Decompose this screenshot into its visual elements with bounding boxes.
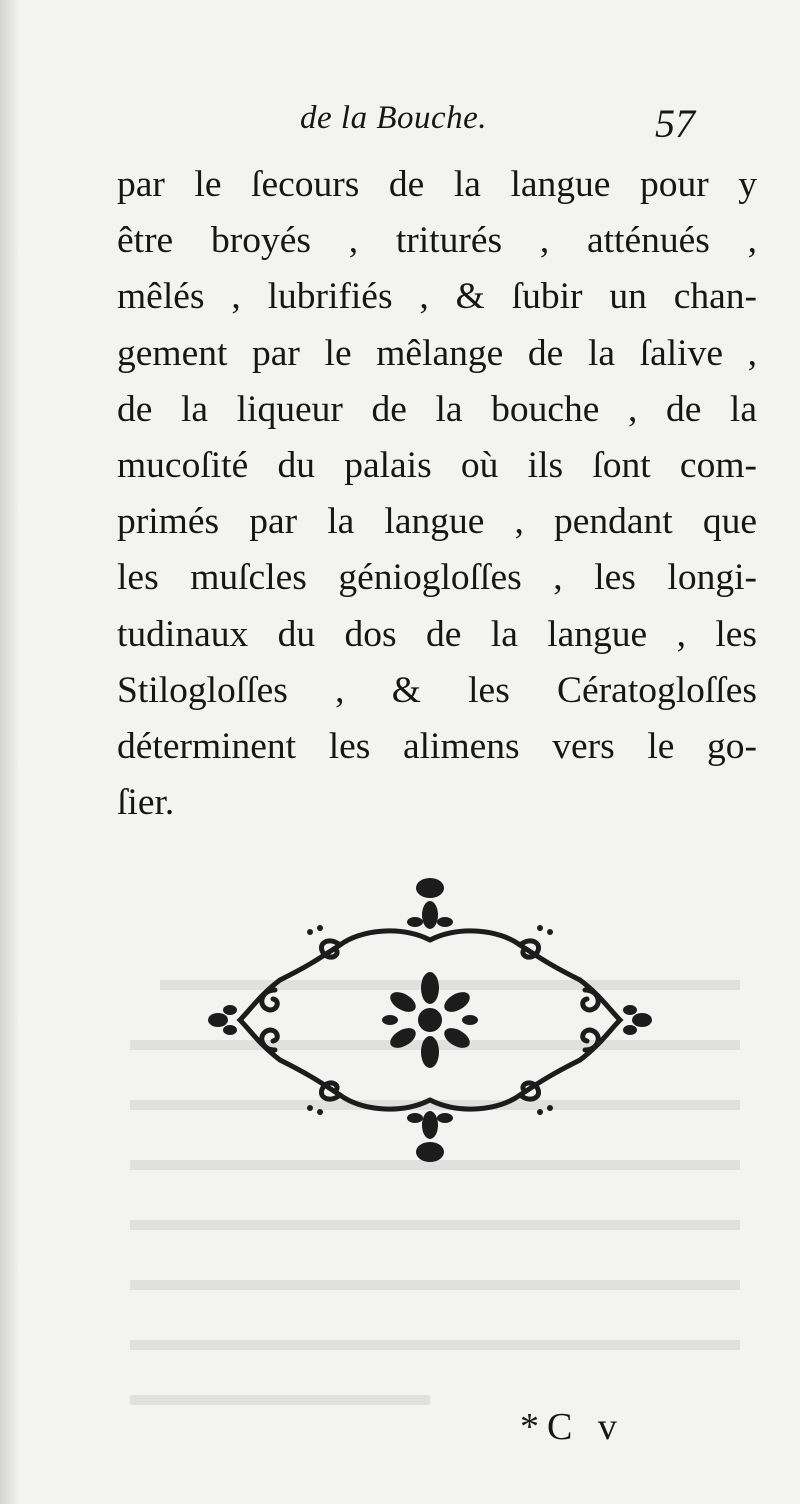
- text-line: les muſcles génioglоſſes , les longi-: [117, 557, 757, 599]
- text-line: être broyés , triturés , atténués ,: [117, 220, 757, 262]
- body-text: [117, 157, 757, 831]
- text-line: déterminent les alimens vers le go-: [117, 725, 757, 767]
- page-gutter: [0, 0, 18, 1504]
- text-line: ſier.: [117, 782, 175, 824]
- running-head: de la Bouche.: [300, 100, 488, 136]
- text-line: tudinaux du dos de la langue , les: [117, 613, 757, 655]
- text-line: gement par le mêlange de la ſalive ,: [117, 332, 757, 374]
- text-line: de la liqueur de la bouche , de la: [117, 388, 757, 430]
- text-line: Stiloglоſſes , & les Cératoglоſſes: [117, 669, 757, 711]
- signature-mark: *C v: [520, 1406, 625, 1448]
- text-line: mucoſité du palais où ils ſont com-: [117, 444, 757, 486]
- text-line: mêlés , lubrifiés , & ſubir un chan-: [117, 276, 757, 318]
- fleuron-ornament-icon: [200, 870, 660, 1170]
- text-line: par le ſecours de la langue pour y: [117, 164, 757, 205]
- page-number: 57: [655, 101, 695, 146]
- text-line: primés par la langue , pendant que: [117, 501, 757, 543]
